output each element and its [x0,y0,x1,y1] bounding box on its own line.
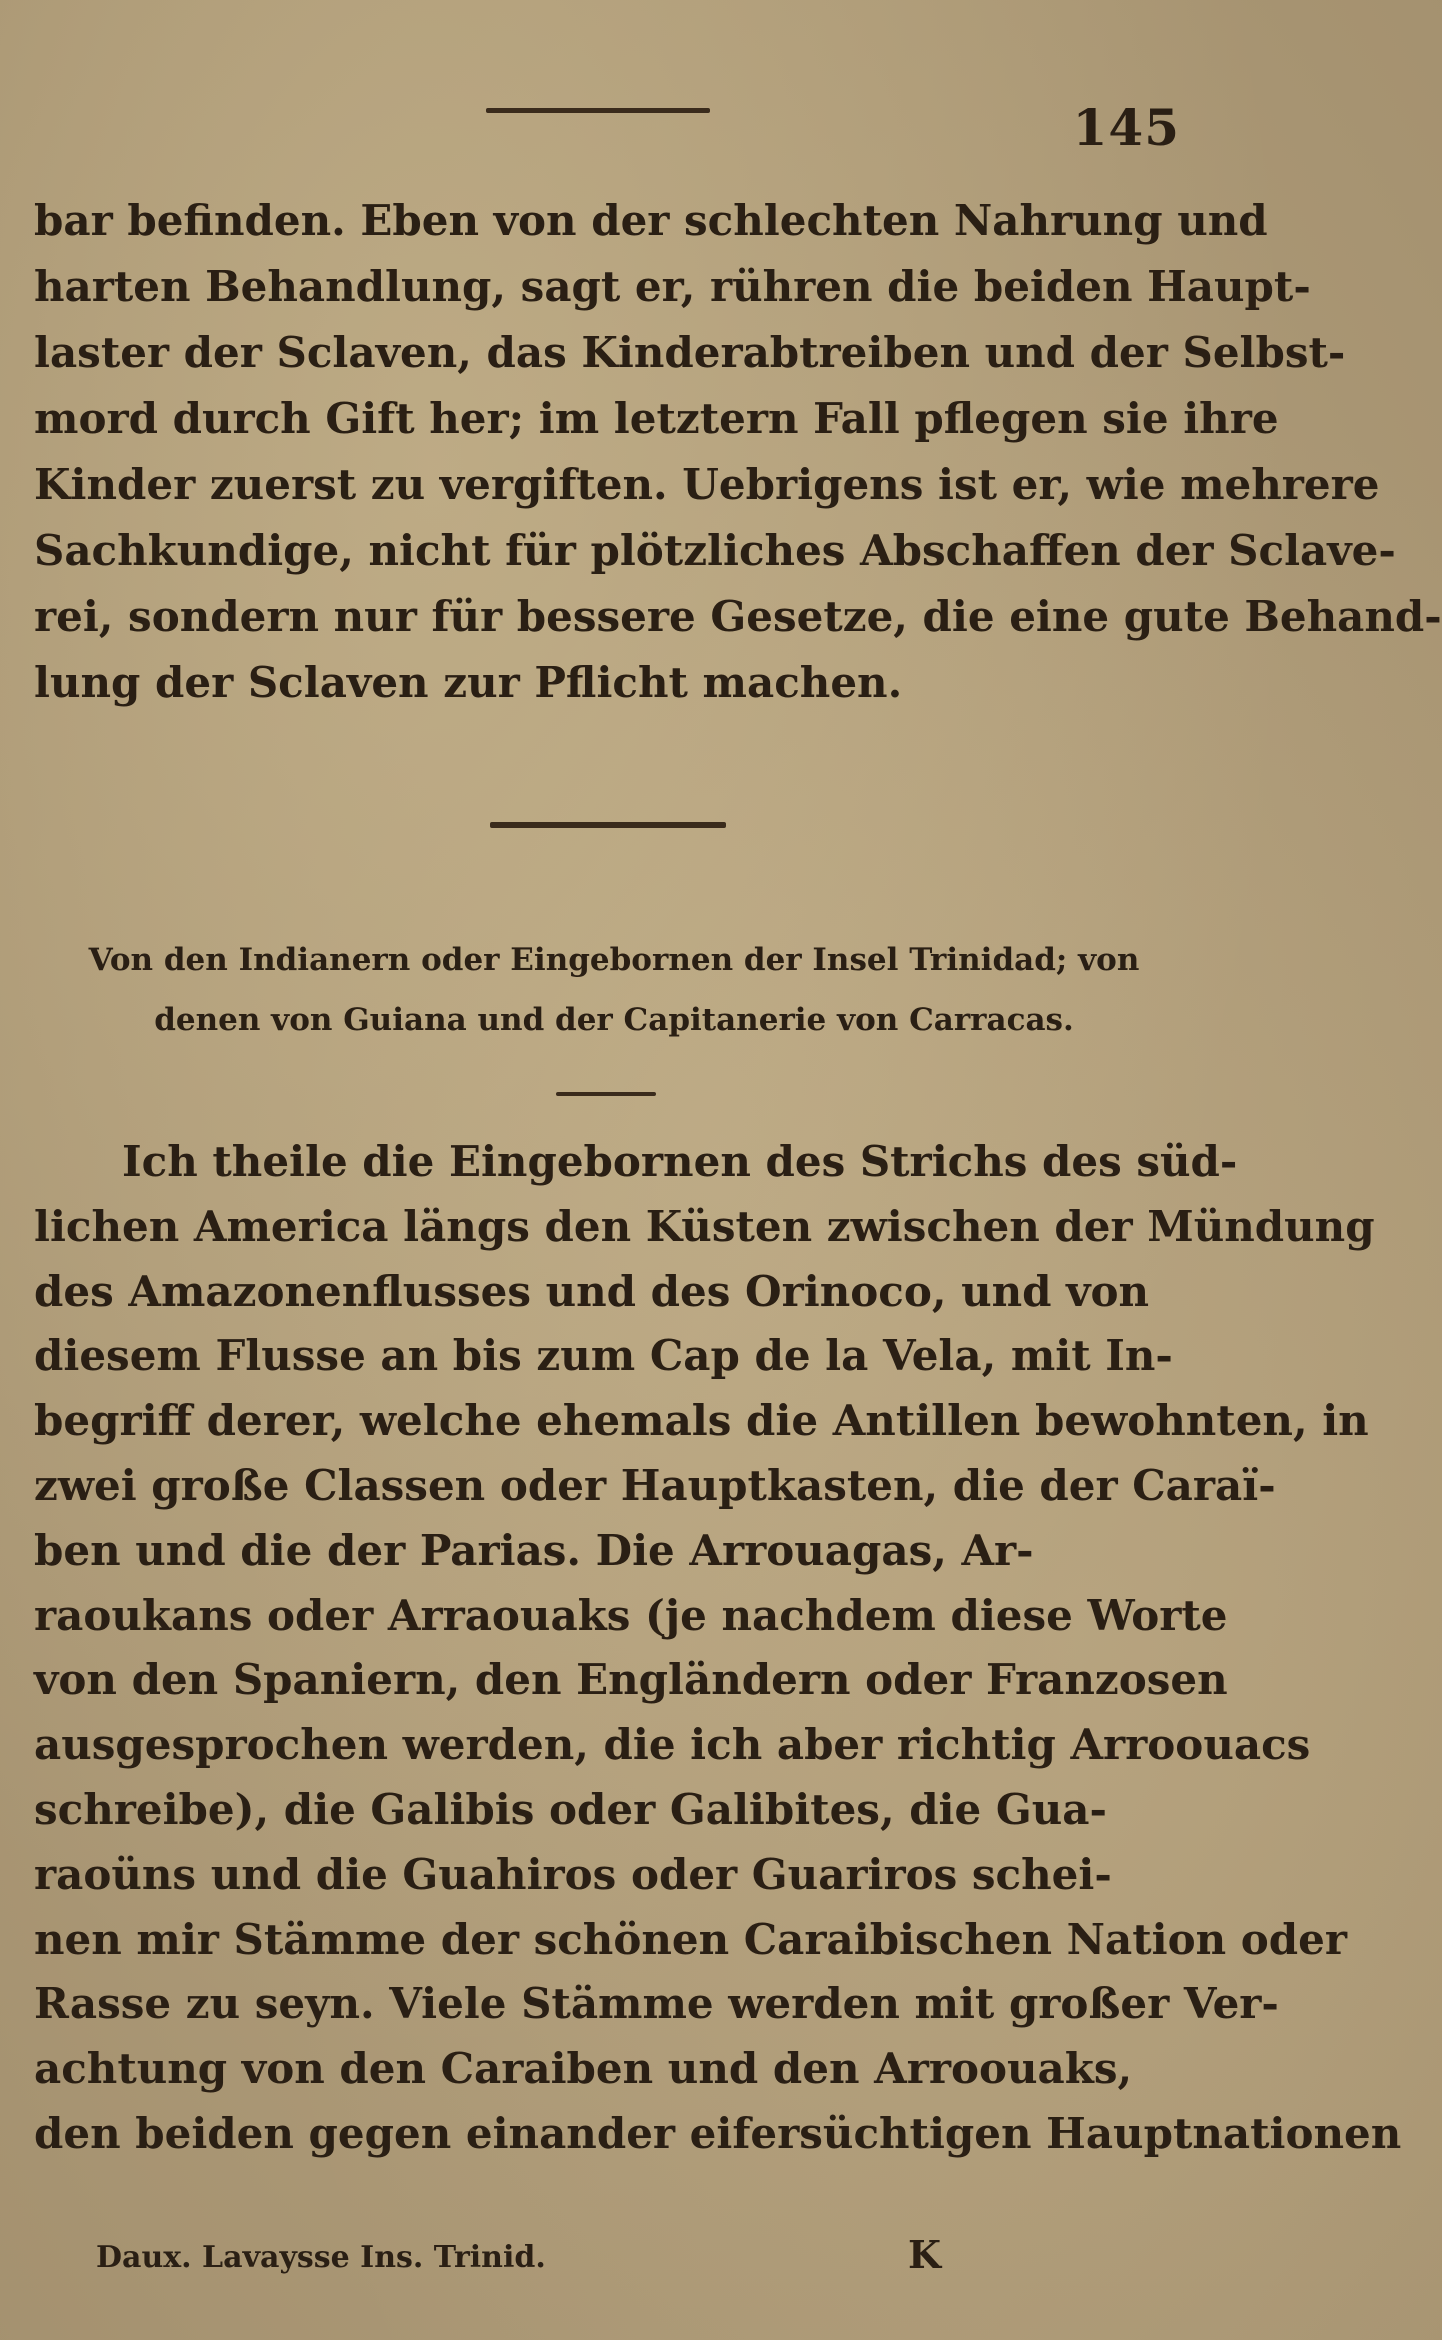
paragraph-line: Ich theile die Eingebornen des Strichs des süd- [122,1137,1238,1186]
paragraph-line: zwei große Classen oder Hauptkasten, die der Caraï- [34,1460,1276,1510]
paragraph-2 [34,1130,1402,2167]
paragraph-line: achtung von den Caraiben und den Arroouaks, [34,2044,1133,2094]
paragraph-line: den beiden gegen einander eifersüchtigen Hauptnationen [34,2108,1402,2158]
section-heading-line-1: Von den Indianern oder Eingebornen der Insel Trinidad; von [88,942,1140,978]
paragraph-line: ausgesprochen werden, die ich aber richtig Arroouacs [34,1720,1311,1770]
page-number: 145 [1072,98,1180,157]
paragraph-1 [34,188,1442,716]
paragraph-line: Rasse zu seyn. Viele Stämme werden mit großer Ver- [34,1979,1279,2029]
paragraph-line: bar befinden. Eben von der schlechten Nahrung und [34,196,1268,245]
paragraph-line: raoukans oder Arraouaks (je nachdem diese Worte [34,1590,1228,1640]
paragraph-line: lichen America längs den Küsten zwischen der Mündung [34,1201,1375,1251]
paragraph-line: ben und die der Parias. Die Arrouagas, Ar- [34,1525,1034,1575]
top-rule [486,108,710,113]
paragraph-line: begriff derer, welche ehemals die Antillen bewohnten, in [34,1396,1369,1446]
paragraph-line: schreibe), die Galibis oder Galibites, die Gua- [34,1784,1107,1834]
paragraph-line: laster der Sclaven, das Kinderabtreiben und der Selbst- [34,328,1346,377]
paragraph-line: rei, sondern nur für bessere Gesetze, die eine gute Behand- [34,592,1442,641]
paragraph-line: lung der Sclaven zur Pflicht machen. [34,658,903,707]
paragraph-line: des Amazonenflusses und des Orinoco, und von [34,1266,1150,1316]
paragraph-line: mord durch Gift her; im letztern Fall pflegen sie ihre [34,394,1279,443]
footer-signature: Daux. Lavaysse Ins. Trinid. [96,2240,546,2275]
section-heading-line-2: denen von Guiana und der Capitanerie von Carracas. [154,1002,1074,1038]
paragraph-line: diesem Flusse an bis zum Cap de la Vela, mit In- [34,1331,1173,1381]
heading-underline-rule [556,1092,656,1096]
paragraph-line: Kinder zuerst zu vergiften. Uebrigens ist er, wie mehrere [34,460,1380,509]
paragraph-line: nen mir Stämme der schönen Caraibischen Nation oder [34,1914,1348,1964]
footer-signature-mark: K [908,2232,942,2277]
paragraph-line: harten Behandlung, sagt er, rühren die beiden Haupt- [34,262,1311,311]
paragraph-line: raoüns und die Guahiros oder Guariros schei- [34,1849,1112,1899]
paragraph-line: von den Spaniern, den Engländern oder Franzosen [34,1655,1228,1705]
section-heading [34,930,1194,1050]
paragraph-line: Sachkundige, nicht für plötzliches Abschaffen der Sclave- [34,526,1396,575]
section-divider-rule [490,822,726,828]
